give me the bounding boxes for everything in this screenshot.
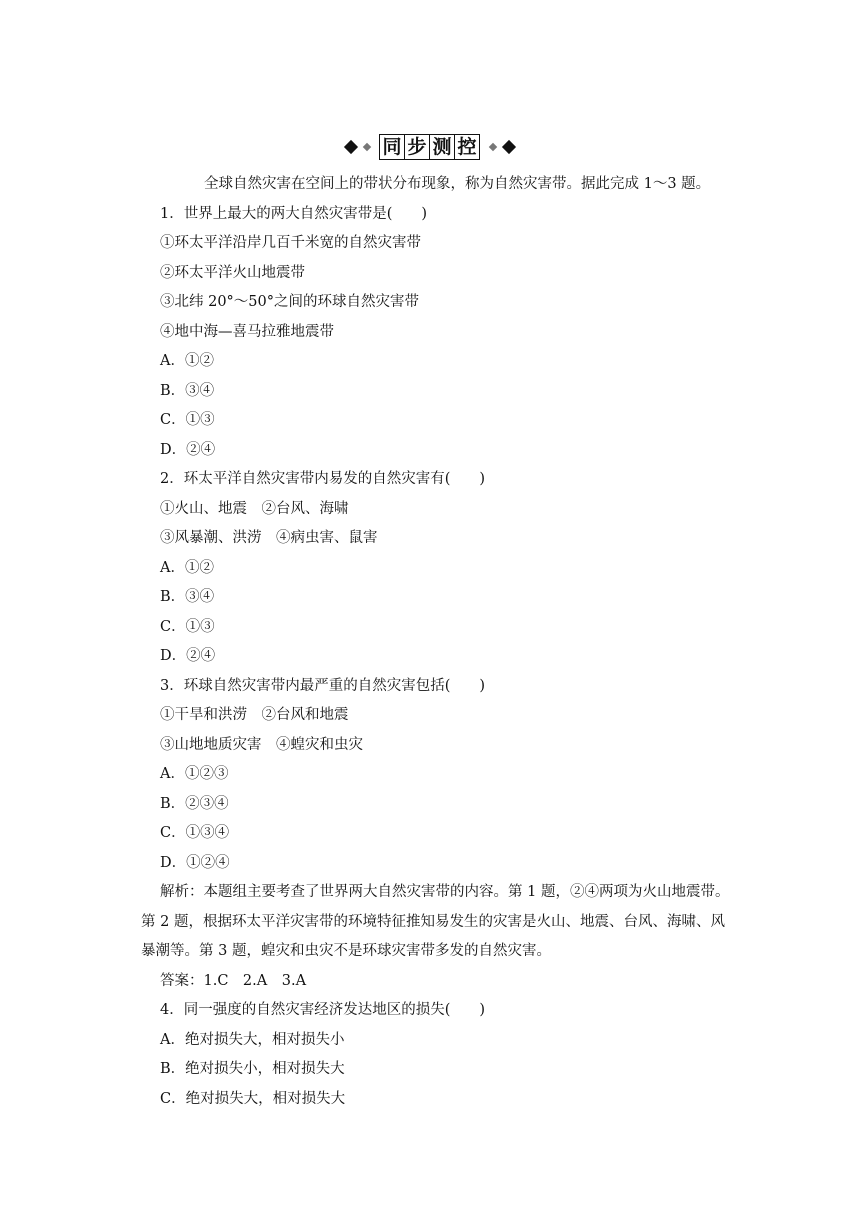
text-line: A．绝对损失大，相对损失小	[160, 1031, 345, 1048]
title-char: 同	[379, 134, 405, 160]
text-line: C．绝对损失大，相对损失大	[160, 1090, 346, 1107]
text-line: 4．同一强度的自然灾害经济发达地区的损失( )	[160, 1002, 486, 1018]
title-char: 步	[404, 134, 430, 160]
text-line: 3．环球自然灾害带内最严重的自然灾害包括( )	[160, 677, 486, 694]
text-line: ①火山、地震 ②台风、海啸	[160, 500, 349, 517]
text-line: ③风暴潮、洪涝 ④病虫害、鼠害	[160, 530, 378, 546]
text-line: 解析：本题组主要考查了世界两大自然灾害带的内容。第 1 题，②④两项为火山地震带。	[160, 884, 730, 900]
text-line: B．③④	[160, 589, 215, 605]
text-line: ③北纬 20°～50°之间的环球自然灾害带	[160, 294, 420, 310]
text-line: A．①②	[160, 353, 214, 369]
small-diamond-icon	[363, 143, 371, 151]
text-line: ①环太平洋沿岸几百千米宽的自然灾害带	[160, 235, 421, 251]
text-line: 答案：1.C 2.A 3.A	[160, 972, 307, 989]
text-line: 全球自然灾害在空间上的带状分布现象，称为自然灾害带。据此完成 1～3 题。	[204, 176, 711, 192]
document-body	[141, 170, 730, 1114]
text-line: D．②④	[160, 648, 216, 664]
title-char: 测	[429, 134, 455, 160]
text-line: ③山地地质灾害 ④蝗灾和虫灾	[160, 736, 363, 753]
text-line: D．①②④	[160, 854, 230, 871]
text-line: D．②④	[160, 441, 216, 458]
section-header	[0, 133, 860, 161]
section-title	[380, 134, 480, 160]
diamond-icon	[344, 140, 358, 154]
text-line: 1．世界上最大的两大自然灾害带是( )	[160, 205, 428, 222]
text-line: B．绝对损失小，相对损失大	[160, 1061, 345, 1077]
text-line: C．①③④	[160, 825, 230, 841]
text-line: ④地中海—喜马拉雅地震带	[160, 323, 334, 340]
text-line: 第 2 题，根据环太平洋灾害带的环境特征推知易发生的灾害是火山、地震、台风、海啸、风	[141, 913, 725, 930]
title-char: 控	[454, 134, 480, 160]
diamond-icon	[502, 140, 516, 154]
text-line: C．①③	[160, 618, 215, 635]
text-line: B．②③④	[160, 795, 229, 812]
text-line: 暴潮等。第 3 题，蝗灾和虫灾不是环球灾害带多发的自然灾害。	[141, 943, 551, 959]
text-line: 2．环太平洋自然灾害带内易发的自然灾害有( )	[160, 471, 486, 487]
text-line: C．①③	[160, 412, 215, 428]
text-line: B．③④	[160, 382, 215, 399]
text-line: ①干旱和洪涝 ②台风和地震	[160, 707, 349, 723]
text-line: ②环太平洋火山地震带	[160, 264, 305, 281]
text-line: A．①②③	[160, 766, 229, 782]
small-diamond-icon	[489, 143, 497, 151]
text-line: A．①②	[160, 559, 214, 576]
